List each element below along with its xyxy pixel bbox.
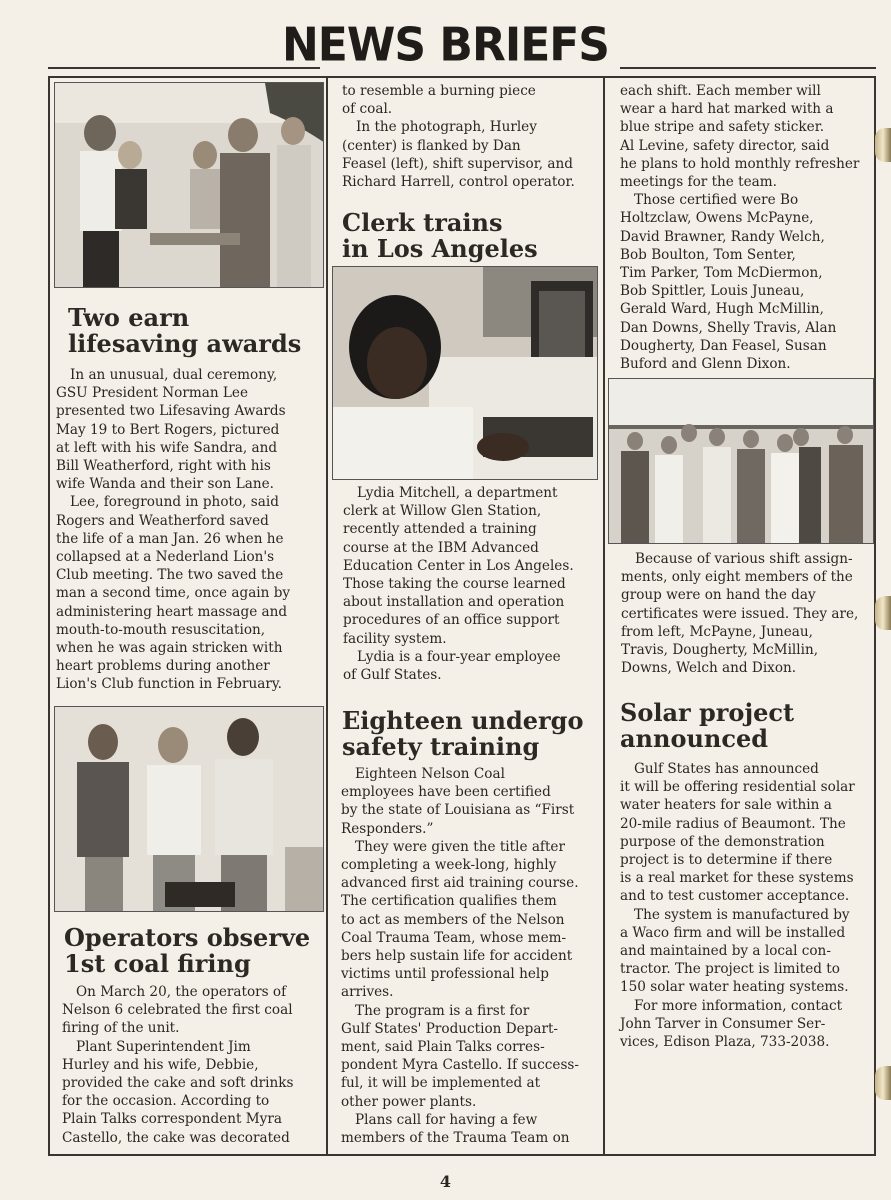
page-number: 4 <box>439 1172 452 1191</box>
article-clerk-body <box>343 484 601 684</box>
article-solar-body <box>620 760 870 1051</box>
article-safety <box>342 708 600 760</box>
headline-coal-firing: Operators observe 1st coal firing <box>64 923 311 978</box>
binder-ring-icon <box>875 128 891 162</box>
paragraph: The system is manufactured by a Waco firm and will be installed and maintained by a local con- tractor. The project is limited to 150 solar water heating systems. <box>620 906 850 996</box>
binder-ring-icon <box>875 596 891 630</box>
article-coal-firing-body <box>62 983 324 1147</box>
article-solar <box>620 700 870 752</box>
column-divider-2 <box>603 76 605 1156</box>
article-coal-firing-continued <box>342 82 600 191</box>
paragraph: each shift. Each member will wear a hard hat marked with a blue stripe and safety sticker. Al Levine, safety director, said he plans to hold monthly refresher meetings for the team. <box>620 83 860 191</box>
paragraph: Those certified were Bo Holtzclaw, Owens McPayne, David Brawner, Randy Welch, Bob Boulton, Tom Senter, Tim Parker, Tom McDiermon, Bob Spittler, Louis Juneau, Gerald Ward, Hugh McMillin, Dan Downs, Shelly Travis, Alan Dougherty, Dan Feasel, Susan Buford and Glenn Dixon. <box>620 192 837 373</box>
photo-caption-trauma-team <box>621 550 871 677</box>
masthead <box>0 0 891 76</box>
photo-clerk-training <box>332 266 598 480</box>
column-divider-1 <box>326 76 328 1156</box>
paragraph: Because of various shift assign- ments, only eight members of the group were on hand the day certificates were issued. They are, from left, McPayne, Juneau, Travis, Dougherty, McMillin, Downs, Welch and Dixon. <box>621 551 859 677</box>
paragraph: For more information, contact John Tarver in Consumer Ser- vices, Edison Plaza, 733-2038. <box>620 997 843 1051</box>
article-coal-firing <box>64 925 322 977</box>
paragraph: Lydia is a four-year employee of Gulf States. <box>343 648 561 684</box>
article-lifesaving-body <box>56 366 318 694</box>
binder-ring-icon <box>875 1066 891 1100</box>
paragraph: Plans call for having a few members of the Trauma Team on <box>341 1111 570 1147</box>
article-lifesaving <box>68 305 318 357</box>
photo-coal-firing <box>54 706 324 912</box>
paragraph: Eighteen Nelson Coal employees have been certified by the state of Louisiana as “First Responders.” <box>341 766 575 837</box>
headline-lifesaving: Two earn lifesaving awards <box>68 303 302 358</box>
article-safety-continued <box>620 82 870 373</box>
paragraph: Lee, foreground in photo, said Rogers and Weatherford saved the life of a man Jan. 26 when he collapsed at a Nederland Lion's Club meeting. The two saved the man a second time, once again by administering heart massage and mouth-to-mouth resuscitation, when he was again stricken with heart problems during another Lion's Club function in February. <box>56 494 291 693</box>
paragraph: In an unusual, dual ceremony, GSU President Norman Lee presented two Lifesaving Awards May 19 to Bert Rogers, pictured at left with his wife Sandra, and Bill Weatherford, right with his wife Wanda and their son Lane. <box>56 367 286 493</box>
paragraph: to resemble a burning piece of coal. <box>342 83 536 118</box>
page-title: NEWS BRIEFS <box>281 18 609 73</box>
paragraph: Gulf States has announced it will be offering residential solar water heaters for sale within a 20-mile radius of Beaumont. The purpose of the demonstration project is to determine if there is a real market for these systems and to test customer acceptance. <box>620 761 855 905</box>
paragraph: Lydia Mitchell, a department clerk at Willow Glen Station, recently attended a training course at the IBM Advanced Education Center in Los Angeles. Those taking the course learned about installation and operation procedures of an office support facility system. <box>343 485 574 647</box>
headline-safety: Eighteen undergo safety training <box>342 706 584 761</box>
article-safety-body <box>341 765 601 1147</box>
paragraph: In the photograph, Hurley (center) is flanked by Dan Feasel (left), shift supervisor, and Richard Harrell, control operator. <box>342 119 575 191</box>
article-clerk <box>342 210 600 262</box>
paragraph: They were given the title after completing a week-long, highly advanced first aid training course. The certification qualifies them to act as members of the Nelson Coal Trauma Team, whose mem- bers help sustain life for accident victims until professional help arrives. <box>341 838 579 1001</box>
headline-clerk: Clerk trains in Los Angeles <box>342 208 538 263</box>
paragraph: Plant Superintendent Jim Hurley and his wife, Debbie, provided the cake and soft drinks for the occasion. According to Plain Talks correspondent Myra Castello, the cake was decorated <box>62 1038 294 1146</box>
photo-lifesaving-awards <box>54 82 324 288</box>
photo-trauma-team <box>608 378 874 544</box>
paragraph: On March 20, the operators of Nelson 6 celebrated the first coal firing of the unit. <box>62 984 293 1037</box>
headline-solar: Solar project announced <box>620 698 795 753</box>
paragraph: The program is a first for Gulf States' Production Depart- ment, said Plain Talks corres- pondent Myra Castello. If success- ful, it will be implemented at other power plants. <box>341 1002 579 1110</box>
